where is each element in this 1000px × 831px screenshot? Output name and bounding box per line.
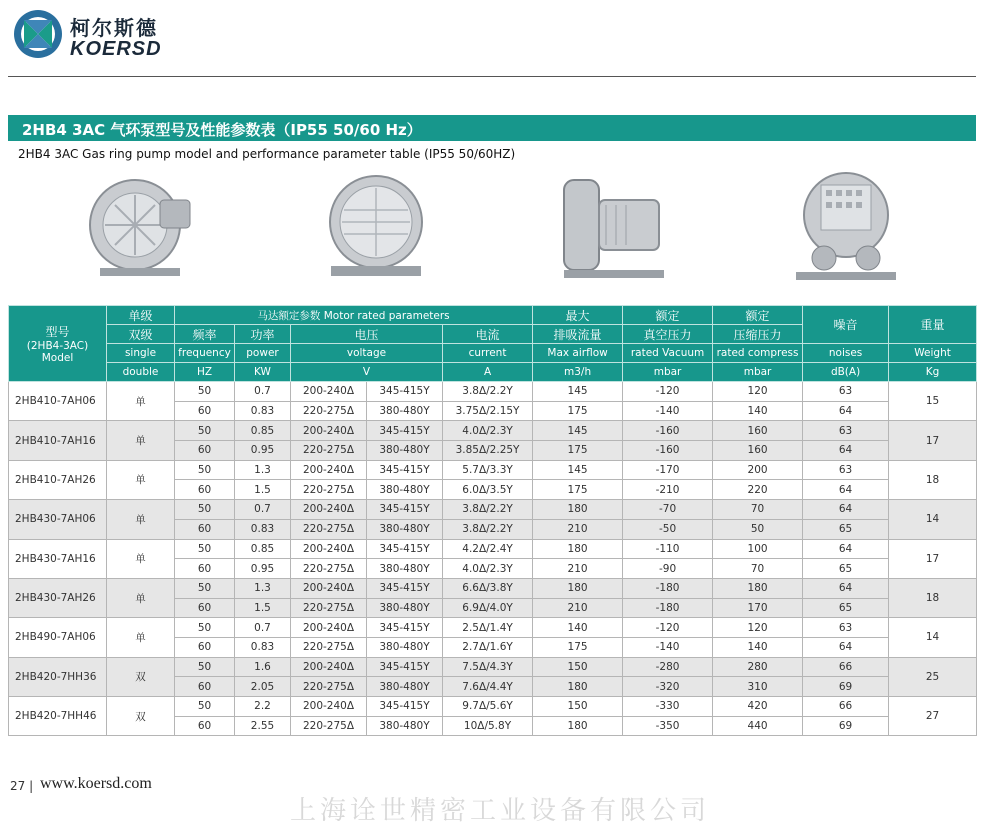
db-cell: 64	[803, 480, 889, 500]
vac-cell: -350	[623, 716, 713, 736]
weight-cell: 15	[889, 382, 977, 421]
a-cell: 3.75Δ/2.15Y	[443, 401, 533, 421]
a-cell: 2.5Δ/1.4Y	[443, 618, 533, 638]
db-cell: 66	[803, 697, 889, 717]
compress-unit: mbar	[713, 363, 803, 382]
flow-cell: 150	[533, 697, 623, 717]
vac-cell: -320	[623, 677, 713, 697]
hz-cell: 50	[175, 618, 235, 638]
v1-cell: 200-240Δ	[291, 618, 367, 638]
model-cell: 2HB410-7AH26	[9, 460, 107, 499]
kw-cell: 0.95	[235, 441, 291, 461]
vac-cell: -90	[623, 559, 713, 579]
table-row	[9, 460, 977, 480]
flow-cell: 140	[533, 618, 623, 638]
vacuum-en: rated Vacuum	[623, 344, 713, 363]
v1-cell: 200-240Δ	[291, 657, 367, 677]
power-header: 功率	[235, 325, 291, 344]
kw-cell: 0.95	[235, 559, 291, 579]
model-header: 型号 (2HB4-3AC) Model	[9, 306, 107, 382]
v1-cell: 220-275Δ	[291, 598, 367, 618]
website-link[interactable]: www.koersd.com	[40, 775, 152, 792]
v2-cell: 380-480Y	[367, 559, 443, 579]
stage-cell: 单	[107, 578, 175, 617]
stage-cell: 单	[107, 500, 175, 539]
v2-cell: 380-480Y	[367, 677, 443, 697]
kw-cell: 2.05	[235, 677, 291, 697]
v1-cell: 200-240Δ	[291, 578, 367, 598]
comp-cell: 220	[713, 480, 803, 500]
stage-cell: 单	[107, 460, 175, 499]
koersd-logo-icon	[12, 8, 64, 60]
v2-cell: 380-480Y	[367, 598, 443, 618]
vac-cell: -140	[623, 637, 713, 657]
noise-header: 噪音	[803, 306, 889, 344]
hz-cell: 50	[175, 382, 235, 402]
kw-cell: 0.83	[235, 637, 291, 657]
flow-cell: 175	[533, 401, 623, 421]
comp-cell: 200	[713, 460, 803, 480]
comp-cell: 440	[713, 716, 803, 736]
freq-en: frequency	[175, 344, 235, 363]
flow-cell: 210	[533, 598, 623, 618]
v1-cell: 220-275Δ	[291, 519, 367, 539]
a-cell: 3.8Δ/2.2Y	[443, 382, 533, 402]
page-number: 27 |	[10, 779, 34, 793]
hz-cell: 50	[175, 500, 235, 520]
model-cell: 2HB490-7AH06	[9, 618, 107, 657]
stage-cell: 单	[107, 382, 175, 421]
db-cell: 65	[803, 519, 889, 539]
flow-cell: 145	[533, 421, 623, 441]
weight-cell: 14	[889, 500, 977, 539]
table-row	[9, 539, 977, 559]
db-cell: 64	[803, 637, 889, 657]
kw-cell: 0.7	[235, 382, 291, 402]
a-cell: 2.7Δ/1.6Y	[443, 637, 533, 657]
a-cell: 9.7Δ/5.6Y	[443, 697, 533, 717]
hz-cell: 50	[175, 697, 235, 717]
vac-cell: -50	[623, 519, 713, 539]
weight-cell: 25	[889, 657, 977, 696]
kw-cell: 0.85	[235, 539, 291, 559]
weight-cell: 18	[889, 578, 977, 617]
v2-cell: 345-415Y	[367, 500, 443, 520]
kw-cell: 0.7	[235, 618, 291, 638]
table-row	[9, 657, 977, 677]
current-header: 电流	[443, 325, 533, 344]
model-cell: 2HB410-7AH16	[9, 421, 107, 460]
weight-unit: Kg	[889, 363, 977, 382]
voltage-unit: V	[291, 363, 443, 382]
v1-cell: 200-240Δ	[291, 421, 367, 441]
hz-cell: 60	[175, 637, 235, 657]
v1-cell: 220-275Δ	[291, 480, 367, 500]
current-unit: A	[443, 363, 533, 382]
hz-cell: 60	[175, 441, 235, 461]
vac-cell: -160	[623, 421, 713, 441]
vac-cell: -160	[623, 441, 713, 461]
weight-cell: 14	[889, 618, 977, 657]
flow-cell: 175	[533, 441, 623, 461]
v1-cell: 200-240Δ	[291, 500, 367, 520]
comp-cell: 120	[713, 382, 803, 402]
flow-cell: 210	[533, 559, 623, 579]
stage-cell: 双	[107, 697, 175, 736]
comp-cell: 70	[713, 559, 803, 579]
brand-name-en: KOERSD	[70, 38, 162, 60]
hz-cell: 60	[175, 677, 235, 697]
model-cell: 2HB420-7HH46	[9, 697, 107, 736]
vac-cell: -170	[623, 460, 713, 480]
v1-cell: 220-275Δ	[291, 637, 367, 657]
v2-cell: 380-480Y	[367, 401, 443, 421]
flow-cell: 210	[533, 519, 623, 539]
db-cell: 63	[803, 421, 889, 441]
hz-cell: 60	[175, 598, 235, 618]
pump-image-side	[556, 160, 676, 290]
table-row	[9, 697, 977, 717]
db-cell: 65	[803, 559, 889, 579]
v1-cell: 220-275Δ	[291, 441, 367, 461]
db-cell: 69	[803, 716, 889, 736]
db-cell: 64	[803, 539, 889, 559]
v2-cell: 345-415Y	[367, 697, 443, 717]
a-cell: 6.0Δ/3.5Y	[443, 480, 533, 500]
vac-cell: -280	[623, 657, 713, 677]
power-unit: KW	[235, 363, 291, 382]
pump-image-front-angle	[80, 160, 200, 290]
double-en: double	[107, 363, 175, 382]
vac-cell: -180	[623, 578, 713, 598]
table-body	[9, 382, 977, 736]
v2-cell: 380-480Y	[367, 441, 443, 461]
weight-header: 重量	[889, 306, 977, 344]
comp-cell: 140	[713, 401, 803, 421]
a-cell: 5.7Δ/3.3Y	[443, 460, 533, 480]
db-cell: 64	[803, 401, 889, 421]
flow-cell: 180	[533, 578, 623, 598]
hz-cell: 60	[175, 716, 235, 736]
table-row	[9, 578, 977, 598]
vac-cell: -120	[623, 618, 713, 638]
a-cell: 4.0Δ/2.3Y	[443, 421, 533, 441]
v1-cell: 200-240Δ	[291, 382, 367, 402]
voltage-en: voltage	[291, 344, 443, 363]
a-cell: 4.0Δ/2.3Y	[443, 559, 533, 579]
double-stage-header: 双级	[107, 325, 175, 344]
v2-cell: 345-415Y	[367, 657, 443, 677]
brand-name-cn: 柯尔斯德	[70, 16, 158, 40]
v2-cell: 345-415Y	[367, 421, 443, 441]
vac-cell: -180	[623, 598, 713, 618]
db-cell: 69	[803, 677, 889, 697]
vac-cell: -120	[623, 382, 713, 402]
v1-cell: 200-240Δ	[291, 697, 367, 717]
v1-cell: 220-275Δ	[291, 401, 367, 421]
comp-cell: 160	[713, 441, 803, 461]
flow-cell: 180	[533, 539, 623, 559]
kw-cell: 2.2	[235, 697, 291, 717]
model-cell: 2HB430-7AH16	[9, 539, 107, 578]
v2-cell: 345-415Y	[367, 382, 443, 402]
db-cell: 64	[803, 500, 889, 520]
vac-cell: -330	[623, 697, 713, 717]
kw-cell: 1.5	[235, 598, 291, 618]
db-cell: 63	[803, 382, 889, 402]
header-divider	[8, 76, 976, 77]
stage-cell: 单	[107, 421, 175, 460]
weight-cell: 18	[889, 460, 977, 499]
hz-cell: 50	[175, 539, 235, 559]
flow-cell: 180	[533, 500, 623, 520]
a-cell: 4.2Δ/2.4Y	[443, 539, 533, 559]
kw-cell: 0.83	[235, 401, 291, 421]
model-cell: 2HB420-7HH36	[9, 657, 107, 696]
comp-cell: 180	[713, 578, 803, 598]
a-cell: 3.8Δ/2.2Y	[443, 519, 533, 539]
company-watermark: 上海诠世精密工业设备有限公司	[290, 796, 711, 826]
v1-cell: 220-275Δ	[291, 677, 367, 697]
comp-cell: 50	[713, 519, 803, 539]
pump-image-front	[316, 160, 436, 290]
v1-cell: 220-275Δ	[291, 559, 367, 579]
v1-cell: 220-275Δ	[291, 716, 367, 736]
kw-cell: 1.3	[235, 578, 291, 598]
db-cell: 65	[803, 598, 889, 618]
brand-logo	[12, 8, 202, 64]
kw-cell: 0.7	[235, 500, 291, 520]
comp-cell: 70	[713, 500, 803, 520]
current-en: current	[443, 344, 533, 363]
model-cell: 2HB430-7AH26	[9, 578, 107, 617]
flow-cell: 175	[533, 480, 623, 500]
page-title: 2HB4 3AC 气环泵型号及性能参数表（IP55 50/60 Hz）	[22, 121, 422, 139]
a-cell: 7.6Δ/4.4Y	[443, 677, 533, 697]
motor-params-header: 马达额定参数 Motor rated parameters	[175, 306, 533, 325]
kw-cell: 1.6	[235, 657, 291, 677]
comp-cell: 310	[713, 677, 803, 697]
db-cell: 66	[803, 657, 889, 677]
comp-cell: 420	[713, 697, 803, 717]
hz-cell: 60	[175, 401, 235, 421]
power-en: power	[235, 344, 291, 363]
comp-cell: 120	[713, 618, 803, 638]
noise-unit: dB(A)	[803, 363, 889, 382]
performance-table	[8, 305, 977, 736]
single-en: single	[107, 344, 175, 363]
table-row	[9, 500, 977, 520]
v2-cell: 345-415Y	[367, 460, 443, 480]
rated-vac-header: 额定	[623, 306, 713, 325]
vacuum-header: 真空压力	[623, 325, 713, 344]
comp-cell: 280	[713, 657, 803, 677]
vac-cell: -210	[623, 480, 713, 500]
vacuum-unit: mbar	[623, 363, 713, 382]
page-subtitle: 2HB4 3AC Gas ring pump model and performance parameter table (IP55 50/60HZ)	[18, 147, 516, 161]
hz-cell: 50	[175, 578, 235, 598]
stage-cell: 单	[107, 539, 175, 578]
hz-cell: 60	[175, 559, 235, 579]
hz-cell: 60	[175, 519, 235, 539]
comp-cell: 170	[713, 598, 803, 618]
flow-cell: 180	[533, 716, 623, 736]
table-row	[9, 421, 977, 441]
compress-en: rated compress	[713, 344, 803, 363]
voltage-header: 电压	[291, 325, 443, 344]
freq-unit: HZ	[175, 363, 235, 382]
comp-cell: 100	[713, 539, 803, 559]
kw-cell: 1.5	[235, 480, 291, 500]
v2-cell: 345-415Y	[367, 618, 443, 638]
hz-cell: 60	[175, 480, 235, 500]
section-title-bar	[8, 115, 976, 141]
vac-cell: -140	[623, 401, 713, 421]
vac-cell: -110	[623, 539, 713, 559]
v1-cell: 200-240Δ	[291, 539, 367, 559]
noise-en: noises	[803, 344, 889, 363]
v2-cell: 380-480Y	[367, 480, 443, 500]
airflow-header: 排吸流量	[533, 325, 623, 344]
flow-cell: 150	[533, 657, 623, 677]
airflow-en: Max airflow	[533, 344, 623, 363]
vac-cell: -70	[623, 500, 713, 520]
db-cell: 64	[803, 578, 889, 598]
compress-header: 压缩压力	[713, 325, 803, 344]
weight-cell: 17	[889, 421, 977, 460]
weight-en: Weight	[889, 344, 977, 363]
weight-cell: 27	[889, 697, 977, 736]
flow-cell: 145	[533, 382, 623, 402]
single-stage-header: 单级	[107, 306, 175, 325]
v2-cell: 380-480Y	[367, 637, 443, 657]
db-cell: 63	[803, 460, 889, 480]
comp-cell: 140	[713, 637, 803, 657]
model-cell: 2HB430-7AH06	[9, 500, 107, 539]
freq-header: 频率	[175, 325, 235, 344]
stage-cell: 双	[107, 657, 175, 696]
flow-cell: 175	[533, 637, 623, 657]
comp-cell: 160	[713, 421, 803, 441]
flow-cell: 145	[533, 460, 623, 480]
a-cell: 10Δ/5.8Y	[443, 716, 533, 736]
a-cell: 6.6Δ/3.8Y	[443, 578, 533, 598]
a-cell: 3.8Δ/2.2Y	[443, 500, 533, 520]
hz-cell: 50	[175, 657, 235, 677]
stage-cell: 单	[107, 618, 175, 657]
v2-cell: 380-480Y	[367, 519, 443, 539]
hz-cell: 50	[175, 421, 235, 441]
table-row	[9, 618, 977, 638]
kw-cell: 2.55	[235, 716, 291, 736]
v2-cell: 345-415Y	[367, 578, 443, 598]
db-cell: 63	[803, 618, 889, 638]
a-cell: 7.5Δ/4.3Y	[443, 657, 533, 677]
weight-cell: 17	[889, 539, 977, 578]
v2-cell: 380-480Y	[367, 716, 443, 736]
model-cell: 2HB410-7AH06	[9, 382, 107, 421]
v1-cell: 200-240Δ	[291, 460, 367, 480]
max-header: 最大	[533, 306, 623, 325]
db-cell: 64	[803, 441, 889, 461]
kw-cell: 0.83	[235, 519, 291, 539]
a-cell: 3.85Δ/2.25Y	[443, 441, 533, 461]
kw-cell: 1.3	[235, 460, 291, 480]
a-cell: 6.9Δ/4.0Y	[443, 598, 533, 618]
airflow-unit: m3/h	[533, 363, 623, 382]
flow-cell: 180	[533, 677, 623, 697]
rated-comp-header: 额定	[713, 306, 803, 325]
v2-cell: 345-415Y	[367, 539, 443, 559]
pump-image-back	[786, 160, 906, 290]
kw-cell: 0.85	[235, 421, 291, 441]
hz-cell: 50	[175, 460, 235, 480]
table-row	[9, 382, 977, 402]
